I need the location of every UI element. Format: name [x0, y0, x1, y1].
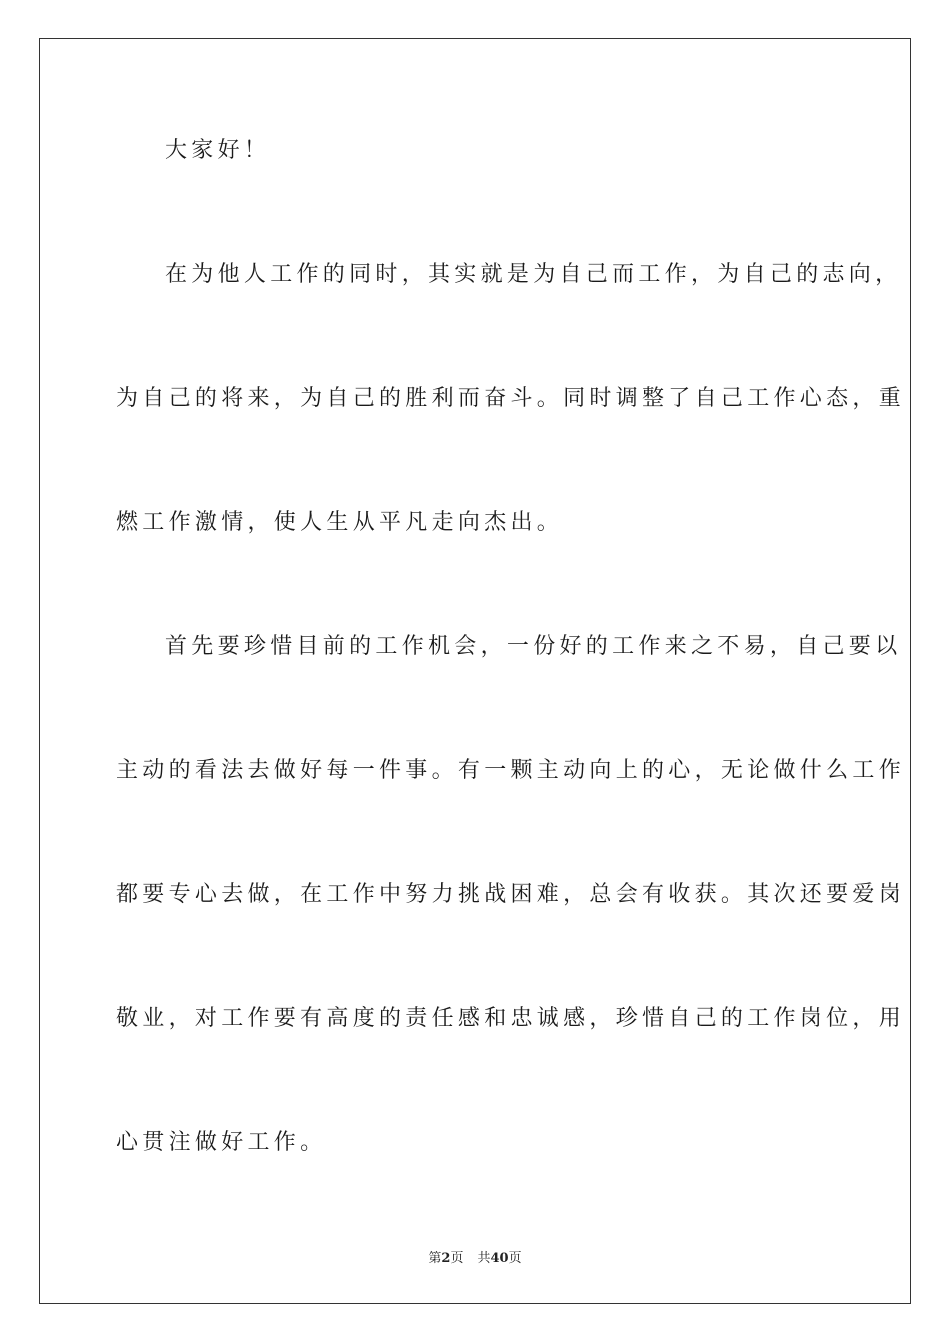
paragraph-1-line-1: 在为他人工作的同时，其实就是为自己而工作，为自己的志向， [165, 262, 902, 287]
page-footer [0, 1247, 950, 1266]
greeting: 大家好！ [165, 138, 271, 163]
total-prefix: 共 [477, 1251, 491, 1266]
paragraph-1-line-3: 燃工作激情，使人生从平凡走向杰出。 [116, 510, 564, 535]
paragraph-2-line-2: 主动的看法去做好每一件事。有一颗主动向上的心，无论做什么工作 [116, 758, 906, 783]
paragraph-2-line-1: 首先要珍惜目前的工作机会，一份好的工作来之不易，自己要以 [165, 634, 902, 659]
page-border [39, 38, 911, 1304]
paragraph-2-line-4: 敬业，对工作要有高度的责任感和忠诚感，珍惜自己的工作岗位，用 [116, 1006, 906, 1031]
paragraph-1-line-2: 为自己的将来，为自己的胜利而奋斗。同时调整了自己工作心态，重 [116, 386, 906, 411]
page-prefix: 第 [428, 1251, 442, 1266]
paragraph-2-line-5: 心贯注做好工作。 [116, 1130, 327, 1155]
paragraph-2-line-3: 都要专心去做，在工作中努力挑战困难，总会有收获。其次还要爱岗 [116, 882, 906, 907]
total-pages: 40 [490, 1251, 509, 1266]
total-suffix: 页 [508, 1251, 522, 1266]
page-suffix: 页 [450, 1251, 464, 1266]
page-number: 2 [441, 1251, 451, 1266]
